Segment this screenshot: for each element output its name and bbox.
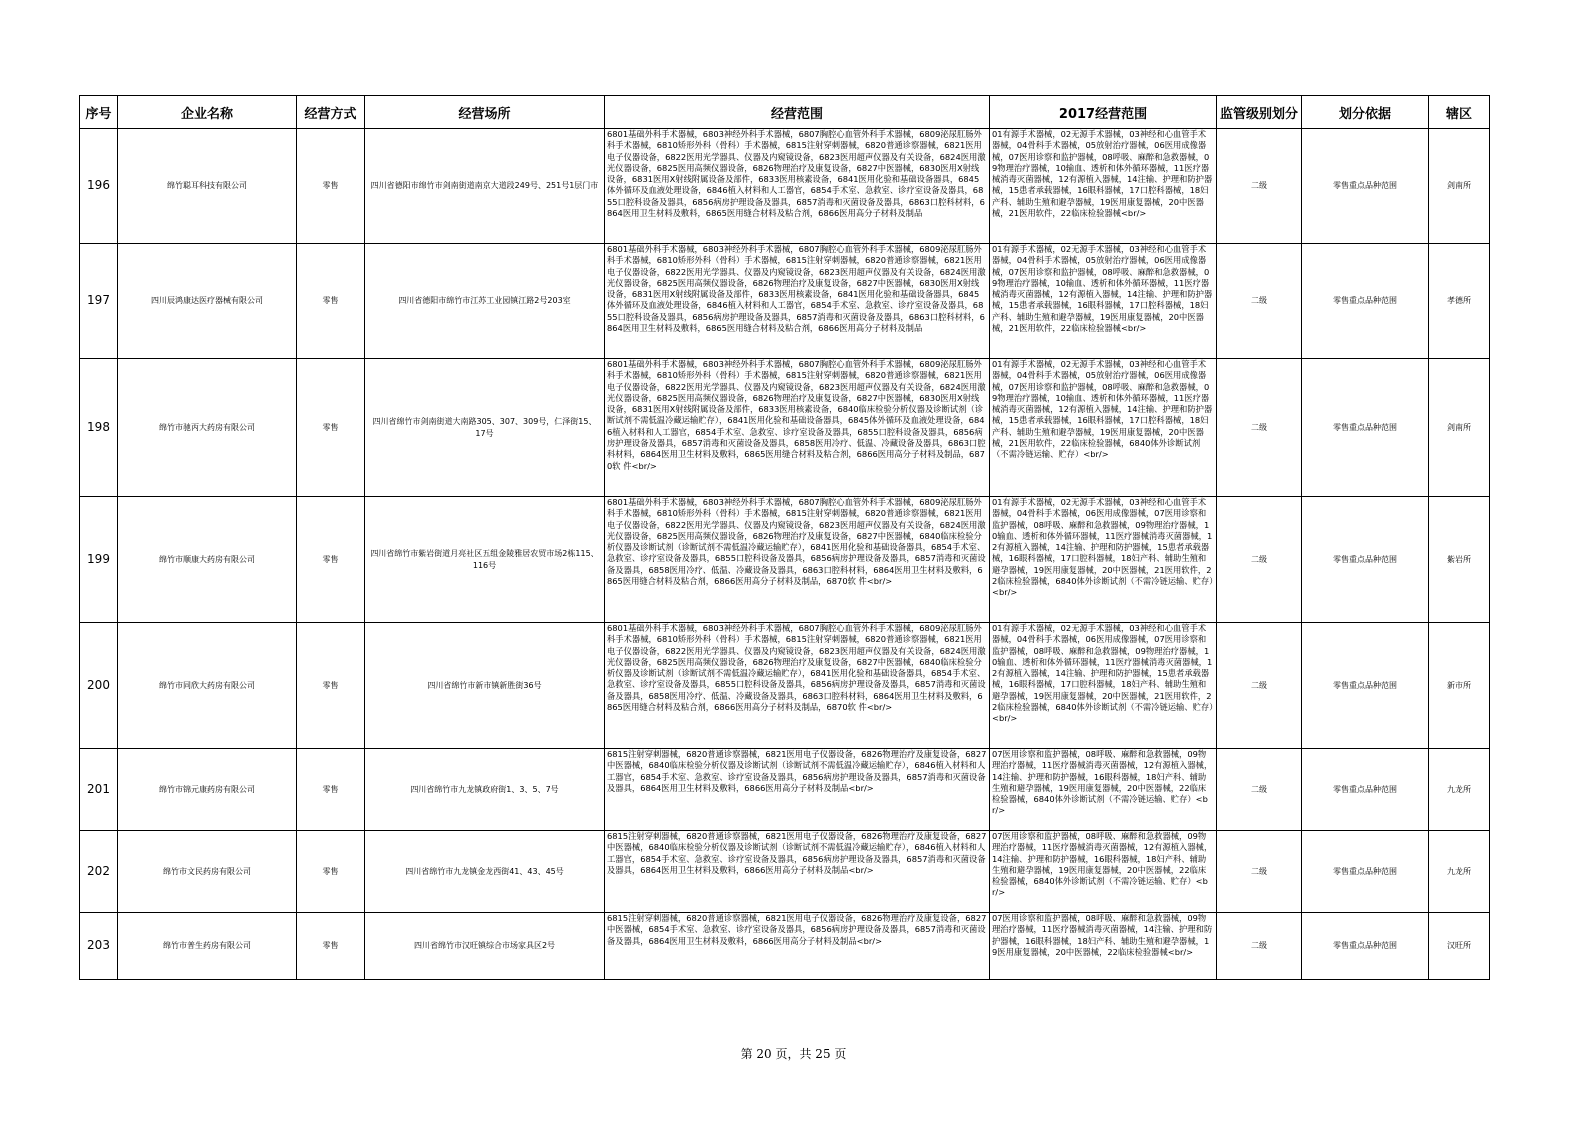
page-number-footer: 第 20 页，共 25 页 (740, 1047, 847, 1061)
row-seq: 198 (80, 359, 118, 497)
row-scope: 6815注射穿刺器械，6820普通诊察器械，6821医用电子仪器设备，6826物理治疗及康复设备，6827中医器械，6840临床检验分析仪器及诊断试剂（诊断试剂不需低温冷藏运输贮存），6846植入材料和人工器官，6854手术室、急救室、诊疗室设备及器具，6856病房护理设备及器具，6857消毒和灭菌设备及器具，6864医用卫生材料及敷料，6866医用高分子材料及制品<br/> (605, 749, 990, 831)
row-scope-2017: 01有源手术器械，02无源手术器械，03神经和心血管手术器械，04骨科手术器械，05放射治疗器械，06医用成像器械，07医用诊察和监护器械，08呼吸、麻醉和急救器械，09物理治疗器械，10输血、透析和体外循环器械，11医疗器械消毒灭菌器械，12有源植入器械，14注输、护理和防护器械，15患者承载器械，16眼科器械，17口腔科器械，18妇产科、辅助生殖和避孕器械，19医用康复器械，20中医器械，21医用软件，22临床检验器械，6840体外诊断试剂（不需冷链运输、贮存）<br/> (990, 359, 1217, 497)
header-mode: 经营方式 (297, 96, 365, 129)
table-row (80, 244, 1490, 359)
table-row (80, 749, 1490, 831)
row-mode: 零售 (297, 244, 365, 359)
row-scope: 6815注射穿刺器械，6820普通诊察器械，6821医用电子仪器设备，6826物理治疗及康复设备，6827中医器械，6854手术室、急救室、诊疗室设备及器具，6856病房护理设备及器具，6857消毒和灭菌设备及器具，6864医用卫生材料及敷料，6866医用高分子材料及制品<br/> (605, 913, 990, 980)
row-scope-2017: 01有源手术器械，02无源手术器械，03神经和心血管手术器械，04骨科手术器械，06医用成像器械，07医用诊察和监护器械，08呼吸、麻醉和急救器械，09物理治疗器械，10输血、透析和体外循环器械，11医疗器械消毒灭菌器械，12有源植入器械，14注输、护理和防护器械，15患者承载器械，16眼科器械，17口腔科器械，18妇产科、辅助生殖和避孕器械，19医用康复器械，20中医器械，21医用软件，22临床检验器械，6840体外诊断试剂（不需冷链运输、贮存）<br/> (990, 623, 1217, 749)
row-seq: 199 (80, 497, 118, 623)
row-district: 剑南所 (1429, 359, 1490, 497)
row-mode: 零售 (297, 359, 365, 497)
row-basis: 零售重点品种范围 (1302, 129, 1429, 244)
row-company-name: 绵竹市文民药房有限公司 (118, 831, 297, 913)
row-address: 四川省德阳市绵竹市剑南街道南京大道段249号、251号1层门市 (365, 129, 605, 244)
row-mode: 零售 (297, 913, 365, 980)
row-level: 二级 (1217, 831, 1302, 913)
row-address: 四川省绵竹市新市镇新胜街36号 (365, 623, 605, 749)
row-mode: 零售 (297, 623, 365, 749)
row-seq: 196 (80, 129, 118, 244)
row-district: 九龙所 (1429, 749, 1490, 831)
row-level: 二级 (1217, 749, 1302, 831)
row-district: 汉旺所 (1429, 913, 1490, 980)
header-level: 监管级别划分 (1217, 96, 1302, 129)
row-district: 紫岩所 (1429, 497, 1490, 623)
header-address: 经营场所 (365, 96, 605, 129)
header-scope: 经营范围 (605, 96, 990, 129)
row-address: 四川省绵竹市九龙镇金龙西街41、43、45号 (365, 831, 605, 913)
row-basis: 零售重点品种范围 (1302, 359, 1429, 497)
header-name: 企业名称 (118, 96, 297, 129)
row-scope-2017: 01有源手术器械，02无源手术器械，03神经和心血管手术器械，04骨科手术器械，06医用成像器械，07医用诊察和监护器械，08呼吸、麻醉和急救器械，09物理治疗器械，10输血、透析和体外循环器械，11医疗器械消毒灭菌器械，12有源植入器械，14注输、护理和防护器械，15患者承载器械，16眼科器械，17口腔科器械，18妇产科、辅助生殖和避孕器械，19医用康复器械，20中医器械，21医用软件，22临床检验器械，6840体外诊断试剂（不需冷链运输、贮存）<br/> (990, 497, 1217, 623)
table-row (80, 359, 1490, 497)
row-company-name: 绵竹聪耳科技有限公司 (118, 129, 297, 244)
row-mode: 零售 (297, 831, 365, 913)
row-mode: 零售 (297, 129, 365, 244)
header-row (80, 96, 1490, 129)
row-mode: 零售 (297, 497, 365, 623)
row-scope: 6815注射穿刺器械，6820普通诊察器械，6821医用电子仪器设备，6826物理治疗及康复设备，6827中医器械，6840临床检验分析仪器及诊断试剂（诊断试剂不需低温冷藏运输贮存），6846植入材料和人工器官，6854手术室、急救室、诊疗室设备及器具，6856病房护理设备及器具，6857消毒和灭菌设备及器具，6864医用卫生材料及敷料，6866医用高分子材料及制品<br/> (605, 831, 990, 913)
row-level: 二级 (1217, 623, 1302, 749)
row-level: 二级 (1217, 244, 1302, 359)
row-seq: 197 (80, 244, 118, 359)
row-address: 四川省绵竹市九龙镇政府街1、3、5、7号 (365, 749, 605, 831)
row-company-name: 绵竹市驰丙大药房有限公司 (118, 359, 297, 497)
row-basis: 零售重点品种范围 (1302, 497, 1429, 623)
row-mode: 零售 (297, 749, 365, 831)
row-address: 四川省绵竹市紫岩街道月亮社区五组金陵雅居农贸市场2栋115、116号 (365, 497, 605, 623)
header-seq: 序号 (80, 96, 118, 129)
table-row (80, 623, 1490, 749)
row-basis: 零售重点品种范围 (1302, 831, 1429, 913)
row-level: 二级 (1217, 129, 1302, 244)
table-row (80, 129, 1490, 244)
row-basis: 零售重点品种范围 (1302, 913, 1429, 980)
header-scope-2017: 2017经营范围 (990, 96, 1217, 129)
row-seq: 203 (80, 913, 118, 980)
row-district: 九龙所 (1429, 831, 1490, 913)
row-level: 二级 (1217, 359, 1302, 497)
row-company-name: 四川辰鸿康达医疗器械有限公司 (118, 244, 297, 359)
table-row (80, 913, 1490, 980)
enterprise-table (79, 95, 1490, 980)
row-basis: 零售重点品种范围 (1302, 244, 1429, 359)
row-scope: 6801基础外科手术器械，6803神经外科手术器械，6807胸腔心血管外科手术器械，6809泌尿肛肠外科手术器械，6810矫形外科（骨科）手术器械，6815注射穿刺器械，6820普通诊察器械，6821医用电子仪器设备，6822医用光学器具、仪器及内窥镜设备，6823医用超声仪器及有关设备，6824医用激光仪器设备，6825医用高频仪器设备，6826物理治疗及康复设备，6827中医器械，6840临床检验分析仪器及诊断试剂（诊断试剂不需低温冷藏运输贮存），6841医用化验和基础设备器具，6854手术室、急救室、诊疗室设备及器具，6855口腔科设备及器具，6856病房护理设备及器具，6857消毒和灭菌设备及器具，6858医用冷疗、低温、冷藏设备及器具，6863口腔科材料，6864医用卫生材料及敷料，6865医用缝合材料及粘合剂，6866医用高分子材料及制品，6870软 件<br/> (605, 623, 990, 749)
row-address: 四川省德阳市绵竹市江苏工业园镇江路2号203室 (365, 244, 605, 359)
row-scope: 6801基础外科手术器械，6803神经外科手术器械，6807胸腔心血管外科手术器械，6809泌尿肛肠外科手术器械，6810矫形外科（骨科）手术器械，6815注射穿刺器械，6820普通诊察器械，6821医用电子仪器设备，6822医用光学器具、仪器及内窥镜设备，6823医用超声仪器及有关设备，6824医用激光仪器设备，6825医用高频仪器设备，6826物理治疗及康复设备，6827中医器械，6830医用X射线设备，6831医用X射线附属设备及部件，6833医用核素设备，6841医用化验和基础设备器具，6845体外循环及血液处理设备，6846植入材料和人工器官，6854手术室、急救室、诊疗室设备及器具，6855口腔科设备及器具，6856病房护理设备及器具，6857消毒和灭菌设备及器具，6863口腔科材料，6864医用卫生材料及敷料，6865医用缝合材料及粘合剂，6866医用高分子材料及制品 (605, 129, 990, 244)
row-company-name: 绵竹市普生药房有限公司 (118, 913, 297, 980)
row-district: 剑南所 (1429, 129, 1490, 244)
row-level: 二级 (1217, 497, 1302, 623)
row-company-name: 绵竹市锦元康药房有限公司 (118, 749, 297, 831)
row-address: 四川省绵竹市汉旺镇综合市场家具区2号 (365, 913, 605, 980)
row-basis: 零售重点品种范围 (1302, 749, 1429, 831)
row-level: 二级 (1217, 913, 1302, 980)
row-company-name: 绵竹市同欣大药房有限公司 (118, 623, 297, 749)
row-address: 四川省绵竹市剑南街道大南路305、307、309号，仁泽街15、17号 (365, 359, 605, 497)
row-scope: 6801基础外科手术器械，6803神经外科手术器械，6807胸腔心血管外科手术器械，6809泌尿肛肠外科手术器械，6810矫形外科（骨科）手术器械，6815注射穿刺器械，6820普通诊察器械，6821医用电子仪器设备，6822医用光学器具、仪器及内窥镜设备，6823医用超声仪器及有关设备，6824医用激光仪器设备，6825医用高频仪器设备，6826物理治疗及康复设备，6827中医器械，6840临床检验分析仪器及诊断试剂（诊断试剂不需低温冷藏运输贮存），6841医用化验和基础设备器具，6854手术室、急救室、诊疗室设备及器具，6855口腔科设备及器具，6856病房护理设备及器具，6857消毒和灭菌设备及器具，6858医用冷疗、低温、冷藏设备及器具，6863口腔科材料，6864医用卫生材料及敷料，6865医用缝合材料及粘合剂，6866医用高分子材料及制品，6870软 件<br/> (605, 497, 990, 623)
header-district: 辖区 (1429, 96, 1490, 129)
row-scope: 6801基础外科手术器械，6803神经外科手术器械，6807胸腔心血管外科手术器械，6809泌尿肛肠外科手术器械，6810矫形外科（骨科）手术器械，6815注射穿刺器械，6820普通诊察器械，6821医用电子仪器设备，6822医用光学器具、仪器及内窥镜设备，6823医用超声仪器及有关设备，6824医用激光仪器设备，6825医用高频仪器设备，6826物理治疗及康复设备，6827中医器械，6830医用X射线设备，6831医用X射线附属设备及部件，6833医用核素设备，6840临床检验分析仪器及诊断试剂（诊断试剂不需低温冷藏运输贮存），6841医用化验和基础设备器具，6845体外循环及血液处理设备，6846植入材料和人工器官，6854手术室、急救室、诊疗室设备及器具，6855口腔科设备及器具，6856病房护理设备及器具，6857消毒和灭菌设备及器具，6858医用冷疗、低温、冷藏设备及器具，6863口腔科材料，6864医用卫生材料及敷料，6865医用缝合材料及粘合剂，6866医用高分子材料及制品，6870软 件<br/> (605, 359, 990, 497)
table-row (80, 831, 1490, 913)
row-scope: 6801基础外科手术器械，6803神经外科手术器械，6807胸腔心血管外科手术器械，6809泌尿肛肠外科手术器械，6810矫形外科（骨科）手术器械，6815注射穿刺器械，6820普通诊察器械，6821医用电子仪器设备，6822医用光学器具、仪器及内窥镜设备，6823医用超声仪器及有关设备，6824医用激光仪器设备，6825医用高频仪器设备，6826物理治疗及康复设备，6827中医器械，6830医用X射线设备，6831医用X射线附属设备及部件，6833医用核素设备，6841医用化验和基础设备器具，6845体外循环及血液处理设备，6846植入材料和人工器官，6854手术室、急救室、诊疗室设备及器具，6855口腔科设备及器具，6856病房护理设备及器具，6857消毒和灭菌设备及器具，6863口腔科材料，6864医用卫生材料及敷料，6865医用缝合材料及粘合剂，6866医用高分子材料及制品 (605, 244, 990, 359)
row-scope-2017: 01有源手术器械，02无源手术器械，03神经和心血管手术器械，04骨科手术器械，05放射治疗器械，06医用成像器械，07医用诊察和监护器械，08呼吸、麻醉和急救器械，09物理治疗器械，10输血、透析和体外循环器械，11医疗器械消毒灭菌器械，12有源植入器械，14注输、护理和防护器械，15患者承载器械，16眼科器械，17口腔科器械，18妇产科、辅助生殖和避孕器械，19医用康复器械，20中医器械，21医用软件，22临床检验器械<br/> (990, 129, 1217, 244)
row-district: 孝德所 (1429, 244, 1490, 359)
table-row (80, 497, 1490, 623)
row-basis: 零售重点品种范围 (1302, 623, 1429, 749)
row-scope-2017: 07医用诊察和监护器械，08呼吸、麻醉和急救器械，09物理治疗器械，11医疗器械消毒灭菌器械，12有源植入器械，14注输、护理和防护器械，16眼科器械，18妇产科、辅助生殖和避孕器械，19医用康复器械，20中医器械，22临床检验器械，6840体外诊断试剂（不需冷链运输、贮存）<br/> (990, 749, 1217, 831)
row-scope-2017: 07医用诊察和监护器械，08呼吸、麻醉和急救器械，09物理治疗器械，11医疗器械消毒灭菌器械，14注输、护理和防护器械，16眼科器械，18妇产科、辅助生殖和避孕器械，19医用康复器械，20中医器械，22临床检验器械<br/> (990, 913, 1217, 980)
row-scope-2017: 01有源手术器械，02无源手术器械，03神经和心血管手术器械，04骨科手术器械，05放射治疗器械，06医用成像器械，07医用诊察和监护器械，08呼吸、麻醉和急救器械，09物理治疗器械，10输血、透析和体外循环器械，11医疗器械消毒灭菌器械，12有源植入器械，14注输、护理和防护器械，15患者承载器械，16眼科器械，17口腔科器械，18妇产科、辅助生殖和避孕器械，19医用康复器械，20中医器械，21医用软件，22临床检验器械<br/> (990, 244, 1217, 359)
row-seq: 200 (80, 623, 118, 749)
row-seq: 202 (80, 831, 118, 913)
row-district: 新市所 (1429, 623, 1490, 749)
header-basis: 划分依据 (1302, 96, 1429, 129)
row-company-name: 绵竹市顺康大药房有限公司 (118, 497, 297, 623)
row-scope-2017: 07医用诊察和监护器械，08呼吸、麻醉和急救器械，09物理治疗器械，11医疗器械消毒灭菌器械，12有源植入器械，14注输、护理和防护器械，16眼科器械，18妇产科、辅助生殖和避孕器械，19医用康复器械，20中医器械，22临床检验器械，6840体外诊断试剂（不需冷链运输、贮存）<br/> (990, 831, 1217, 913)
row-seq: 201 (80, 749, 118, 831)
